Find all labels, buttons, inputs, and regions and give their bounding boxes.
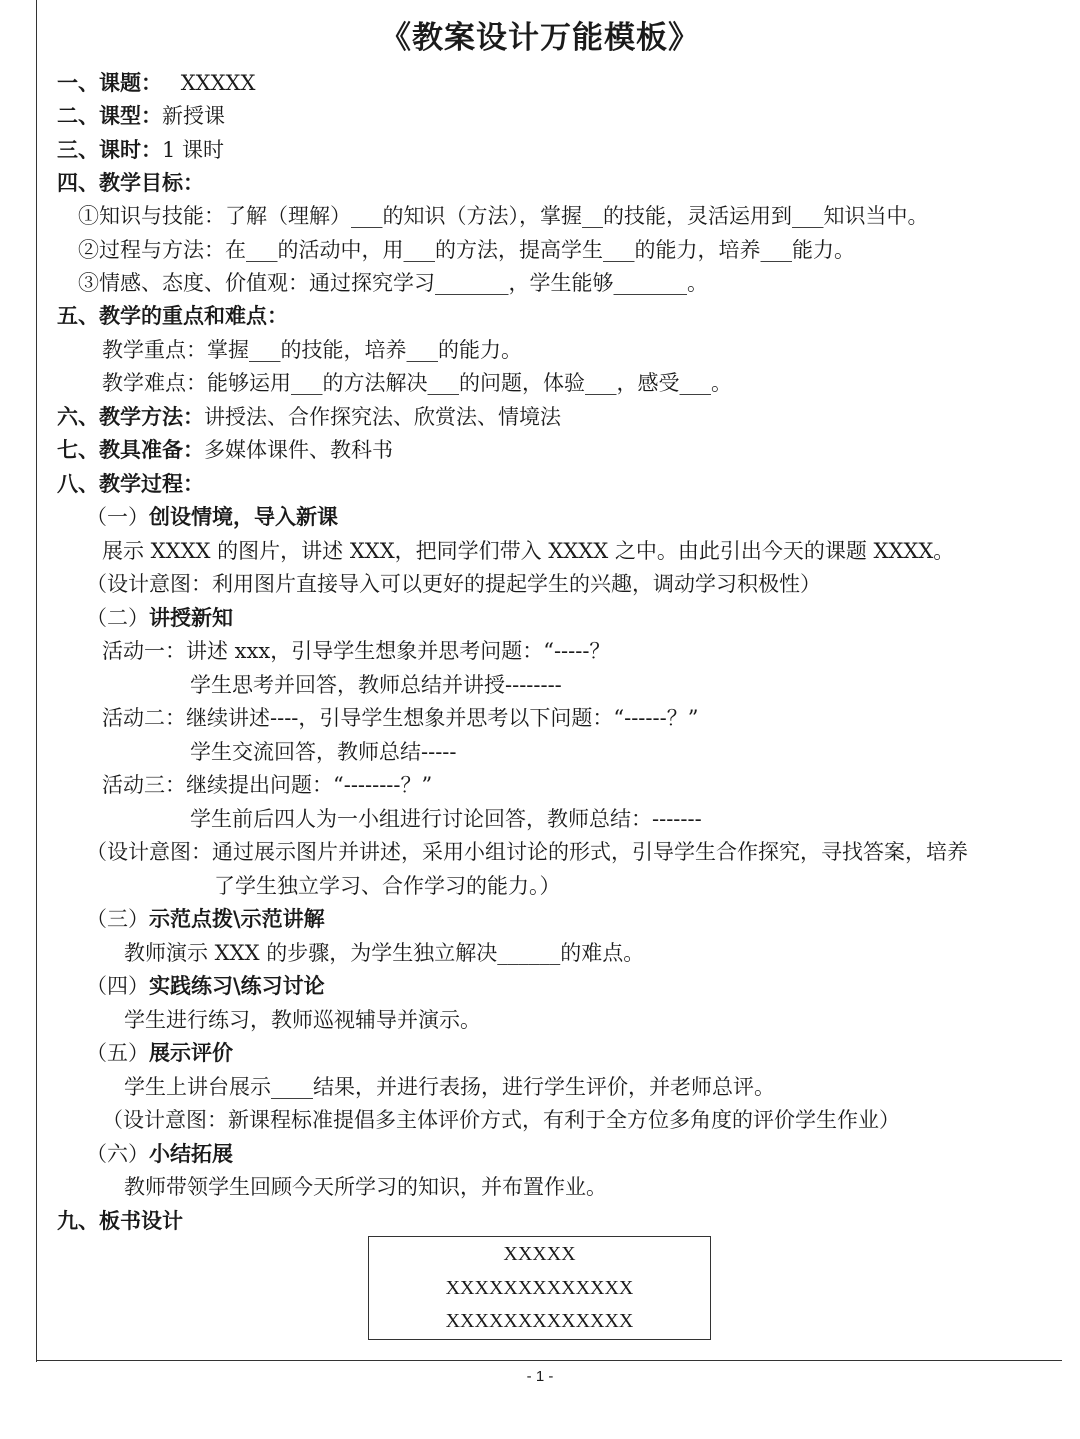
process-step-3-num: （三） xyxy=(86,907,149,931)
process-step-1-heading xyxy=(86,503,338,531)
section-key-points-label: 五、教学的重点和难点： xyxy=(57,303,288,328)
process-step-4-title: 实践练习\练习讨论 xyxy=(149,973,325,998)
section-methods-value: 讲授法、合作探究法、欣赏法、情境法 xyxy=(204,405,561,429)
process-step-6-text: 教师带领学生回顾今天所学习的知识，并布置作业。 xyxy=(124,1175,607,1199)
objective-process: ②过程与方法：在___的活动中，用___的方法，提高学生___的能力，培养___能力。 xyxy=(78,238,855,262)
section-lesson-type-label: 二、课型： xyxy=(57,103,162,128)
process-step-4-heading xyxy=(86,972,325,1000)
section-lesson-type-value: 新授课 xyxy=(162,104,225,128)
process-step-2-title: 讲授新知 xyxy=(149,605,233,630)
section-methods-label: 六、教学方法： xyxy=(57,404,204,429)
page-border-left xyxy=(36,0,37,1362)
board-line-1: XXXXX xyxy=(503,1243,576,1265)
section-methods xyxy=(57,403,561,431)
process-step-1-title: 创设情境，导入新课 xyxy=(149,504,338,529)
page-border-bottom xyxy=(36,1360,1062,1361)
section-topic xyxy=(57,69,255,97)
process-step-6-title: 小结拓展 xyxy=(149,1141,233,1166)
objective-knowledge: ①知识与技能：了解（理解）___的知识（方法），掌握__的技能，灵活运用到___知识当中。 xyxy=(78,204,929,228)
difficult-point: 教学难点：能够运用___的方法解决___的问题，体验___，感受___。 xyxy=(102,371,732,395)
process-step-2-intent-line1: （设计意图：通过展示图片并讲述，采用小组讨论的形式，引导学生合作探究，寻找答案，培养 xyxy=(86,840,968,864)
activity-3-sub: 学生前后四人为一小组进行讨论回答，教师总结：------- xyxy=(190,807,702,831)
section-materials-label: 七、教具准备： xyxy=(57,437,204,462)
activity-2-sub: 学生交流回答，教师总结----- xyxy=(190,740,457,764)
section-objectives-label: 四、教学目标： xyxy=(57,170,204,195)
process-step-5-intent: （设计意图：新课程标准提倡多主体评价方式，有利于全方位多角度的评价学生作业） xyxy=(102,1108,900,1132)
board-line-2: XXXXXXXXXXXXX xyxy=(445,1277,634,1299)
key-point: 教学重点：掌握___的技能，培养___的能力。 xyxy=(102,338,522,362)
objective-emotion: ③情感、态度、价值观：通过探究学习_______，学生能够_______。 xyxy=(78,271,708,295)
process-step-5-heading xyxy=(86,1039,233,1067)
activity-3: 活动三：继续提出问题：“--------？” xyxy=(102,773,433,797)
process-step-5-text: 学生上讲台展示____结果，并进行表扬，进行学生评价，并老师总评。 xyxy=(124,1075,775,1099)
process-step-3-heading xyxy=(86,905,325,933)
process-step-4-text: 学生进行练习，教师巡视辅导并演示。 xyxy=(124,1008,481,1032)
process-step-2-intent-line2: 了学生独立学习、合作学习的能力。） xyxy=(214,874,561,898)
section-period-value: 1 课时 xyxy=(162,138,225,162)
process-step-5-num: （五） xyxy=(86,1041,149,1065)
process-step-4-num: （四） xyxy=(86,974,149,998)
section-topic-value: XXXXX xyxy=(180,71,256,95)
board-line-3: XXXXXXXXXXXXX xyxy=(445,1310,634,1332)
section-materials xyxy=(57,436,393,464)
section-materials-value: 多媒体课件、教科书 xyxy=(204,438,393,462)
section-lesson-type xyxy=(57,102,225,130)
section-period-label: 三、课时： xyxy=(57,137,162,162)
page-number: - 1 - xyxy=(526,1368,554,1385)
process-step-1-intent: （设计意图：利用图片直接导入可以更好的提起学生的兴趣，调动学习积极性） xyxy=(86,572,821,596)
process-step-1-text: 展示 XXXX 的图片，讲述 XXX，把同学们带入 XXXX 之中。由此引出今天的课题 XXXX。 xyxy=(102,539,955,563)
process-step-6-heading xyxy=(86,1140,233,1168)
process-step-2-heading xyxy=(86,604,233,632)
document-title: 《教案设计万能模板》 xyxy=(380,20,700,56)
process-step-1-num: （一） xyxy=(86,505,149,529)
process-step-5-title: 展示评价 xyxy=(149,1040,233,1065)
activity-2: 活动二：继续讲述----，引导学生想象并思考以下问题：“------？” xyxy=(102,706,699,730)
process-step-6-num: （六） xyxy=(86,1142,149,1166)
section-process-label: 八、教学过程： xyxy=(57,471,204,496)
activity-1-sub: 学生思考并回答，教师总结并讲授-------- xyxy=(190,673,562,697)
board-design-box xyxy=(368,1236,711,1340)
section-period xyxy=(57,136,224,164)
process-step-2-num: （二） xyxy=(86,606,149,630)
section-topic-label: 一、课题： xyxy=(57,70,162,95)
section-board-label: 九、板书设计 xyxy=(57,1208,183,1233)
activity-1: 活动一：讲述 xxx，引导学生想象并思考问题：“-----？ xyxy=(102,639,611,663)
process-step-3-text: 教师演示 XXX 的步骤，为学生独立解决______的难点。 xyxy=(124,941,645,965)
process-step-3-title: 示范点拨\示范讲解 xyxy=(149,906,325,931)
